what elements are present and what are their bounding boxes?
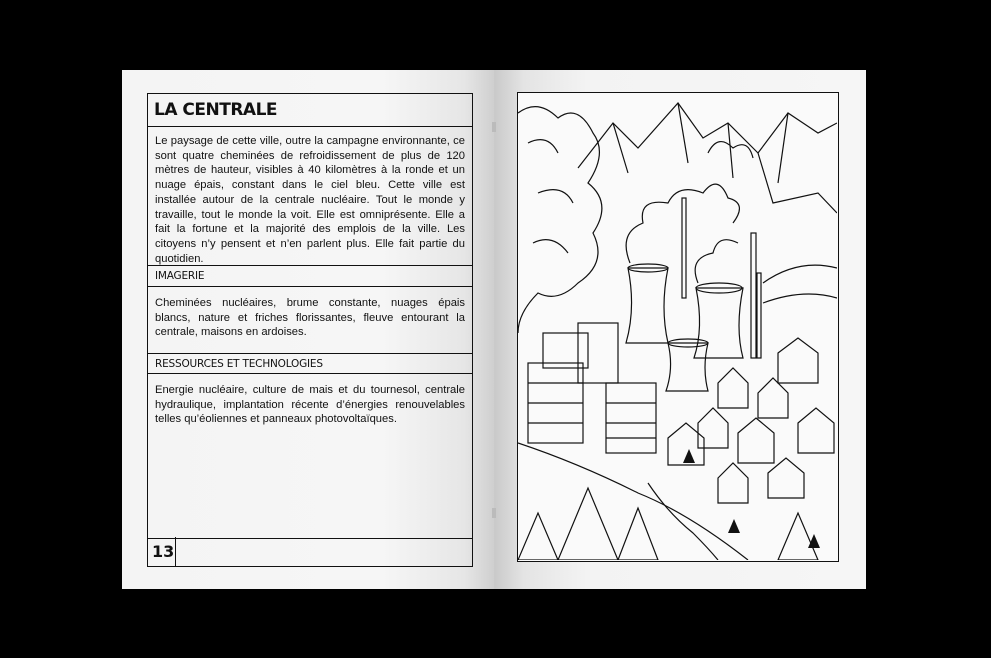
binding-staple bbox=[492, 122, 496, 132]
title-section bbox=[148, 94, 472, 127]
text-frame bbox=[147, 93, 473, 567]
resources-header bbox=[148, 354, 472, 374]
resources-label: RESSOURCES ET TECHNOLOGIES bbox=[155, 358, 323, 370]
cooling-tower-2 bbox=[694, 288, 743, 358]
forest-canopy bbox=[518, 107, 602, 333]
steam-cloud bbox=[626, 184, 739, 263]
page-title: LA CENTRALE bbox=[154, 100, 278, 120]
hillside bbox=[518, 443, 748, 560]
apartment-block-2 bbox=[606, 383, 656, 453]
cooling-tower-1 bbox=[626, 268, 668, 343]
illustration bbox=[517, 92, 839, 562]
page-number-box bbox=[148, 537, 176, 566]
nuclear-plant-illustration bbox=[518, 93, 837, 560]
imagery-section bbox=[148, 287, 472, 354]
pine-tree bbox=[558, 488, 618, 560]
resources-text: Energie nucléaire, culture de mais et du tournesol, centrale hydraulique, implantation récente d’énergies renouvelables telles qu’éoliennes et panneaux photovoltaïques. bbox=[155, 384, 465, 426]
chimney-2 bbox=[751, 233, 756, 358]
imagery-header bbox=[148, 266, 472, 287]
imagery-text: Cheminées nucléaires, brume constante, nuages épais blancs, nature et friches florissantes, fleuve entourant la centrale, maisons en ardoises. bbox=[155, 297, 465, 339]
page-number: 13 bbox=[152, 542, 175, 561]
binding-staple bbox=[492, 508, 496, 518]
imagery-label: IMAGERIE bbox=[155, 270, 205, 282]
house bbox=[718, 368, 748, 408]
resources-section bbox=[148, 374, 472, 539]
chimney-1 bbox=[682, 198, 686, 298]
cooling-tower-3 bbox=[666, 343, 708, 391]
intro-section bbox=[148, 127, 472, 266]
intro-text: Le paysage de cette ville, outre la campagne environnante, ce sont quatre cheminées de refroidissement de plus de 120 mètres de hauteur, visibles à 40 kilomètres à la ronde et un nuage épais, constant dans le ciel bleu. Cette ville est installée autour de la centrale nucléaire. Tout le monde y travaille, tout le monde la voit. Elle est omniprésente. Elle a fait la fortune et la majorité des emplois de la ville. Les citoyens n’y pensent et n’en parlent plus. Elle fait partie du quotidien. bbox=[155, 135, 465, 265]
